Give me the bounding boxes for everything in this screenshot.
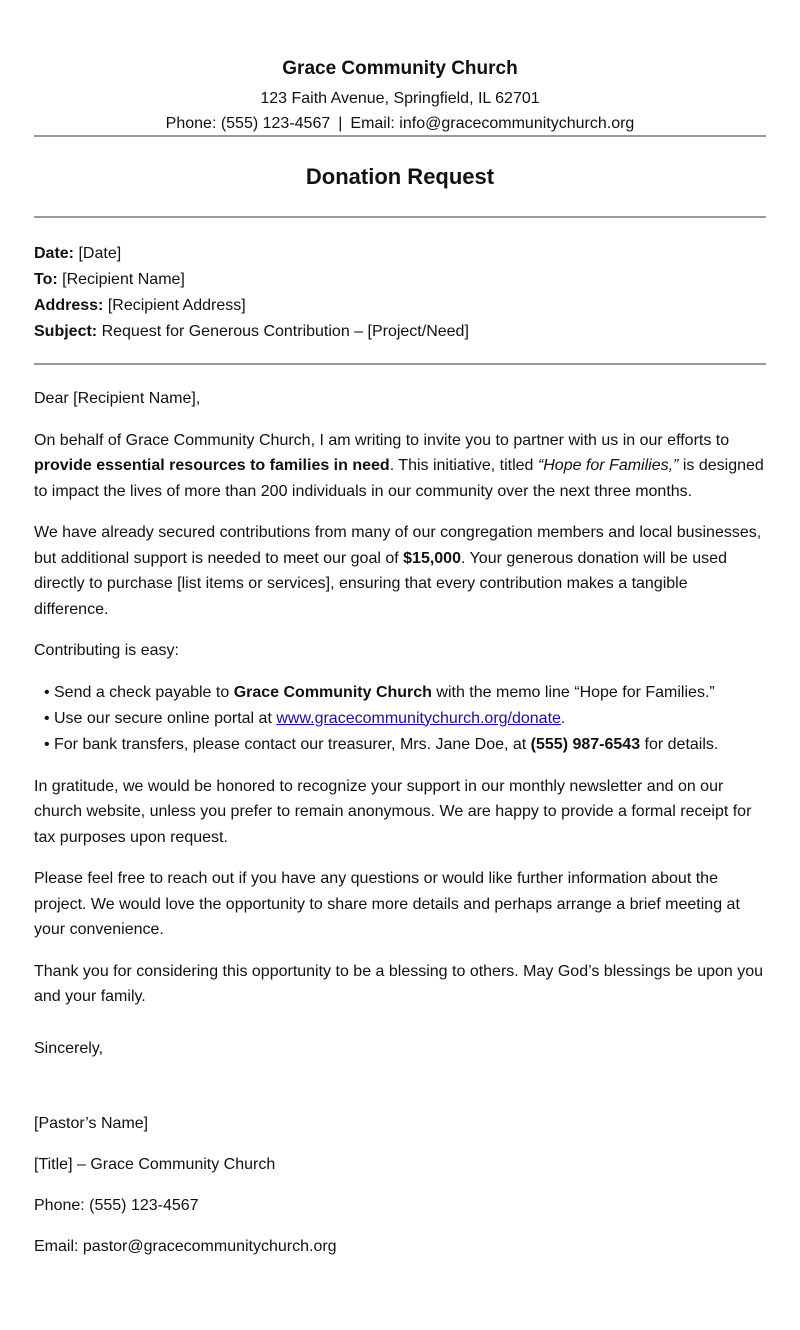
bullet-marker: •	[44, 735, 50, 753]
paragraph-gratitude: In gratitude, we would be honored to recognize your support in our monthly newsletter and on our church website, unless you prefer to remain anonymous. We are happy to provide a formal receipt for tax purposes upon request.	[34, 777, 752, 846]
paragraph-goal-part: We have already secured contributions from many of our congregation members and local businesses, but additional support is needed to meet our goal of	[34, 524, 762, 567]
meta-subject	[34, 319, 766, 345]
letterhead	[34, 57, 766, 135]
list-item-text: For bank transfers, please contact our treasurer, Mrs. Jane Doe, at	[54, 735, 531, 753]
signature-name: [Pastor’s Name]	[34, 1115, 149, 1132]
donate-link[interactable]: www.gracecommunitychurch.org/donate	[276, 709, 561, 727]
paragraph-intro-part: . This initiative, titled	[389, 457, 538, 474]
header-divider	[34, 135, 766, 137]
list-item-text: .	[560, 709, 566, 727]
list-item	[44, 732, 766, 758]
church-phone: Phone: (555) 123-4567	[165, 115, 331, 132]
meta-date	[34, 241, 766, 267]
paragraph-contributing: Contributing is easy:	[34, 642, 179, 659]
meta-date-label: Date:	[34, 245, 75, 262]
church-email: Email: info@gracecommunitychurch.org	[350, 115, 635, 132]
paragraph-intro	[34, 428, 766, 505]
meta-address	[34, 293, 766, 319]
paragraph-intro-part: On behalf of Grace Community Church, I am writing to invite you to partner with us in our efforts to	[34, 431, 730, 449]
closing: Sincerely,	[34, 1039, 104, 1057]
meta-subject-label: Subject:	[34, 323, 98, 340]
meta-to	[34, 267, 766, 293]
salutation: Dear [Recipient Name],	[34, 390, 201, 407]
church-contact-line	[34, 113, 766, 135]
list-item-text: Send a check payable to	[54, 683, 234, 701]
list-item-text: Use our secure online portal at	[54, 709, 277, 727]
contact-separator: |	[338, 115, 343, 132]
list-item	[44, 680, 766, 706]
paragraph-questions: Please feel free to reach out if you have any questions or would like further information about the project. We would love the opportunity to share more details and perhaps arrange a brief meeting at your convenience.	[34, 870, 740, 938]
title-divider	[34, 216, 766, 218]
paragraph-intro-emphasis: provide essential resources to families in need	[34, 457, 390, 474]
document-title: Donation Request	[305, 164, 495, 189]
paragraph-goal-part: . Your generous donation will be used directly to purchase [list items or services], ensuring that every contribution makes a tangible difference.	[34, 549, 727, 618]
meta-date-value: [Date]	[78, 245, 122, 262]
meta-address-value: [Recipient Address]	[107, 297, 246, 314]
signature-phone: Phone: (555) 123-4567	[34, 1197, 199, 1214]
initiative-title: “Hope for Families,”	[537, 457, 679, 474]
signature-space	[34, 1061, 766, 1111]
meta-subject-value: Request for Generous Contribution – [Project/Need]	[101, 323, 469, 340]
paragraph-intro-part: is designed to impact the lives of more than 200 individuals in our community over the next three months.	[34, 457, 764, 500]
goal-amount: $15,000	[403, 549, 461, 567]
meta-to-value: [Recipient Name]	[62, 271, 185, 288]
list-item-text: for details.	[640, 735, 719, 753]
meta-divider	[34, 363, 766, 365]
meta-to-label: To:	[34, 271, 58, 288]
bullet-marker: •	[44, 709, 50, 727]
payee-name: Grace Community Church	[233, 683, 432, 701]
paragraph-goal	[34, 520, 766, 622]
meta-address-label: Address:	[34, 297, 104, 314]
signature-title: [Title] – Grace Community Church	[34, 1156, 276, 1173]
list-item-text: with the memo line “Hope for Families.”	[431, 683, 715, 701]
church-name: Grace Community Church	[282, 58, 518, 79]
letter-body	[34, 386, 766, 1259]
list-item	[44, 706, 766, 732]
treasurer-phone: (555) 987-6543	[530, 735, 641, 753]
letter-meta	[34, 241, 766, 345]
bullet-marker: •	[44, 683, 50, 701]
contribution-methods-list	[34, 680, 766, 758]
signature-email: Email: pastor@gracecommunitychurch.org	[34, 1238, 337, 1255]
church-address: 123 Faith Avenue, Springfield, IL 62701	[260, 90, 540, 107]
paragraph-thanks: Thank you for considering this opportunity to be a blessing to others. May God’s blessings be upon you and your family.	[34, 962, 764, 1005]
letter-page	[34, 0, 766, 1259]
